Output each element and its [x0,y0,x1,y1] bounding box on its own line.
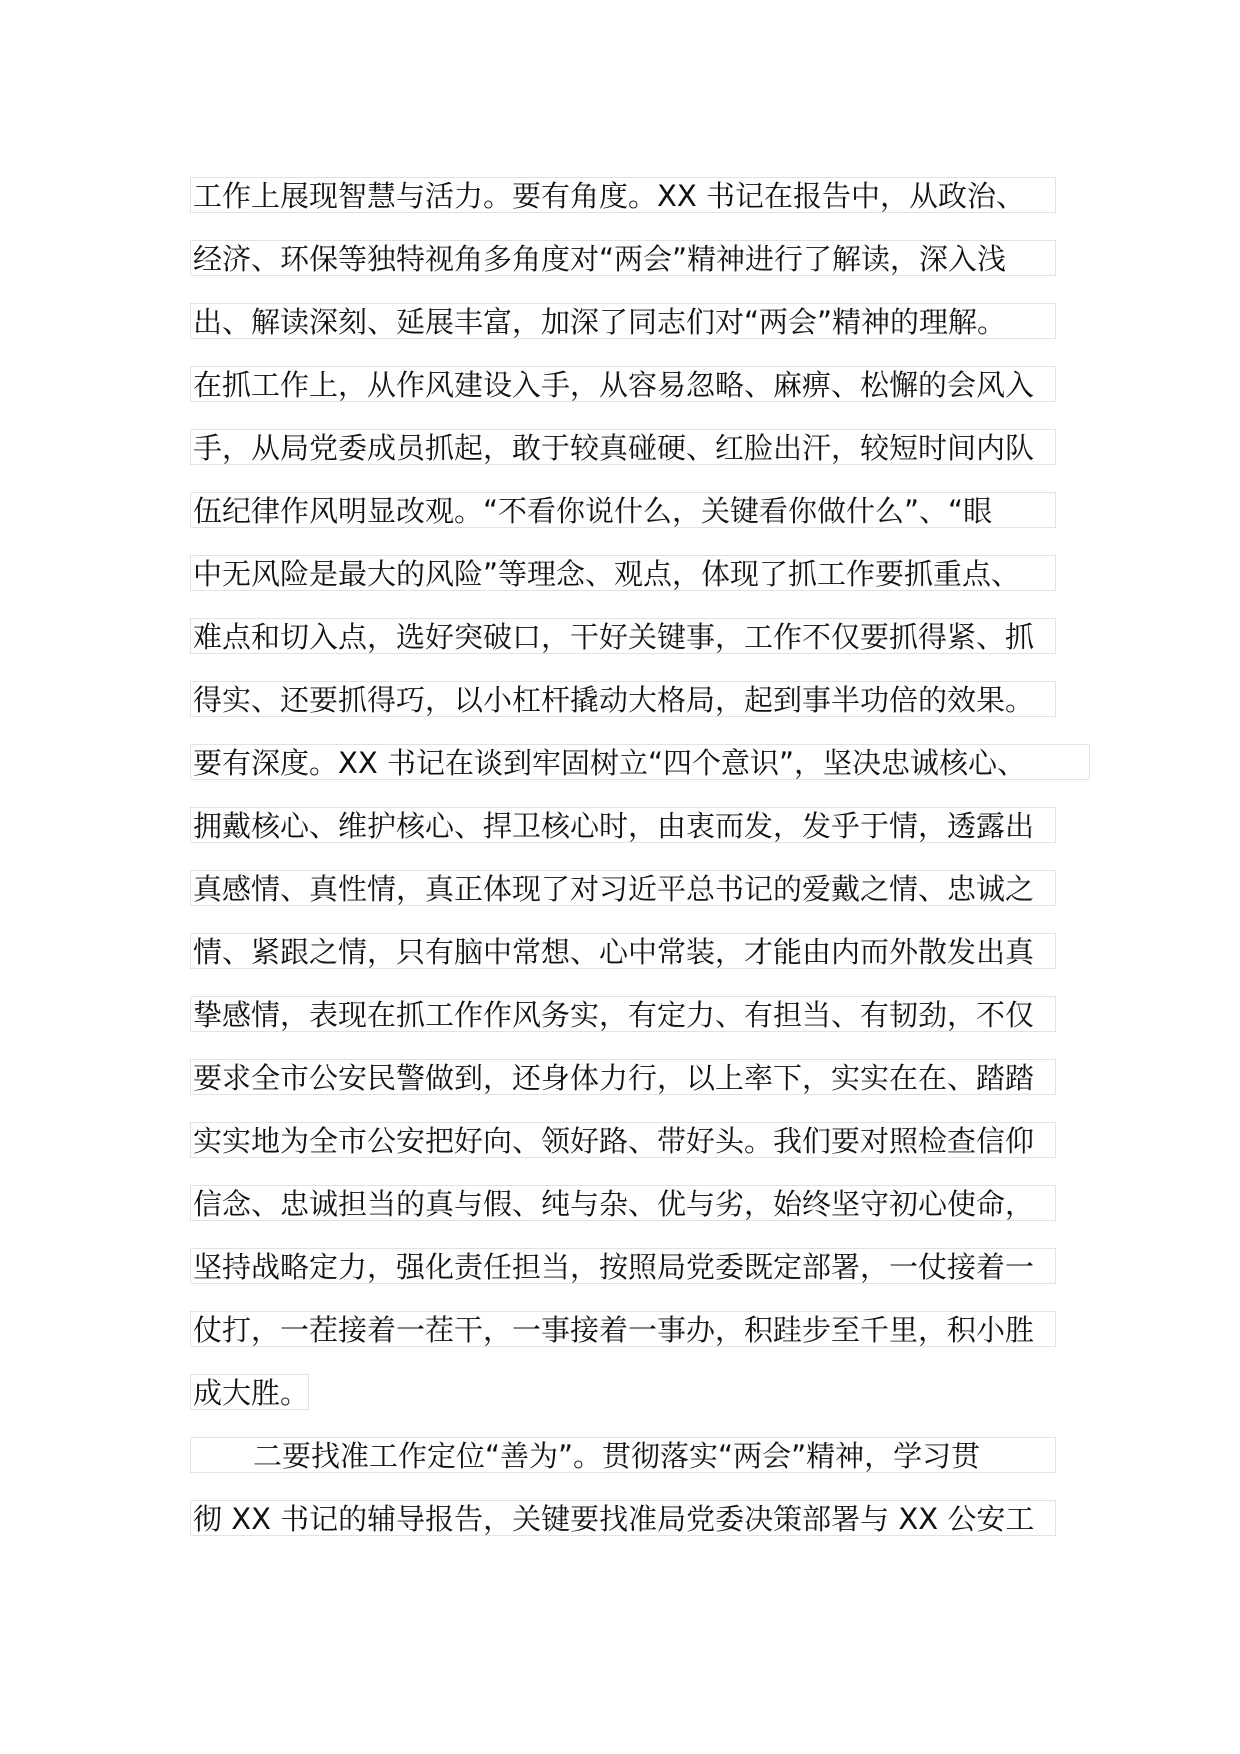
text-line-17: 信念、忠诚担当的真与假、纯与杂、优与劣，始终坚守初心使命， [190,1185,1056,1221]
text-line-9: 得实、还要抓得巧，以小杠杆撬动大格局，起到事半功倍的效果。 [190,681,1056,717]
text-line-8: 难点和切入点，选好突破口，干好关键事，工作不仅要抓得紧、抓 [190,618,1056,654]
text-line-11: 拥戴核心、维护核心、捍卫核心时，由衷而发，发乎于情，透露出 [190,807,1056,843]
text-line-1: 工作上展现智慧与活力。要有角度。XX 书记在报告中，从政治、 [190,177,1056,213]
text-line-16: 实实地为全市公安把好向、领好路、带好头。我们要对照检查信仰 [190,1122,1056,1158]
text-line-22: 彻 XX 书记的辅导报告，关键要找准局党委决策部署与 XX 公安工 [190,1500,1056,1536]
text-line-5: 手，从局党委成员抓起，敢于较真碰硬、红脸出汗，较短时间内队 [190,429,1056,465]
text-line-21: 二要找准工作定位“善为”。贯彻落实“两会”精神，学习贯 [190,1437,1056,1473]
text-line-19: 仗打，一茬接着一茬干，一事接着一事办，积跬步至千里，积小胜 [190,1311,1056,1347]
text-line-2: 经济、环保等独特视角多角度对“两会”精神进行了解读，深入浅 [190,240,1056,276]
text-line-3: 出、解读深刻、延展丰富，加深了同志们对“两会”精神的理解。 [190,303,1056,339]
text-line-18: 坚持战略定力，强化责任担当，按照局党委既定部署，一仗接着一 [190,1248,1056,1284]
text-line-4: 在抓工作上，从作风建设入手，从容易忽略、麻痹、松懈的会风入 [190,366,1056,402]
text-line-13: 情、紧跟之情，只有脑中常想、心中常装，才能由内而外散发出真 [190,933,1056,969]
text-line-15: 要求全市公安民警做到，还身体力行，以上率下，实实在在、踏踏 [190,1059,1056,1095]
text-line-6: 伍纪律作风明显改观。“不看你说什么，关键看你做什么”、“眼 [190,492,1056,528]
text-line-10: 要有深度。XX 书记在谈到牢固树立“四个意识”，坚决忠诚核心、 [190,744,1090,780]
text-line-14: 挚感情，表现在抓工作作风务实，有定力、有担当、有韧劲，不仅 [190,996,1056,1032]
text-line-7: 中无风险是最大的风险”等理念、观点，体现了抓工作要抓重点、 [190,555,1056,591]
text-line-12: 真感情、真性情，真正体现了对习近平总书记的爱戴之情、忠诚之 [190,870,1056,906]
text-line-20: 成大胜。 [190,1374,309,1410]
